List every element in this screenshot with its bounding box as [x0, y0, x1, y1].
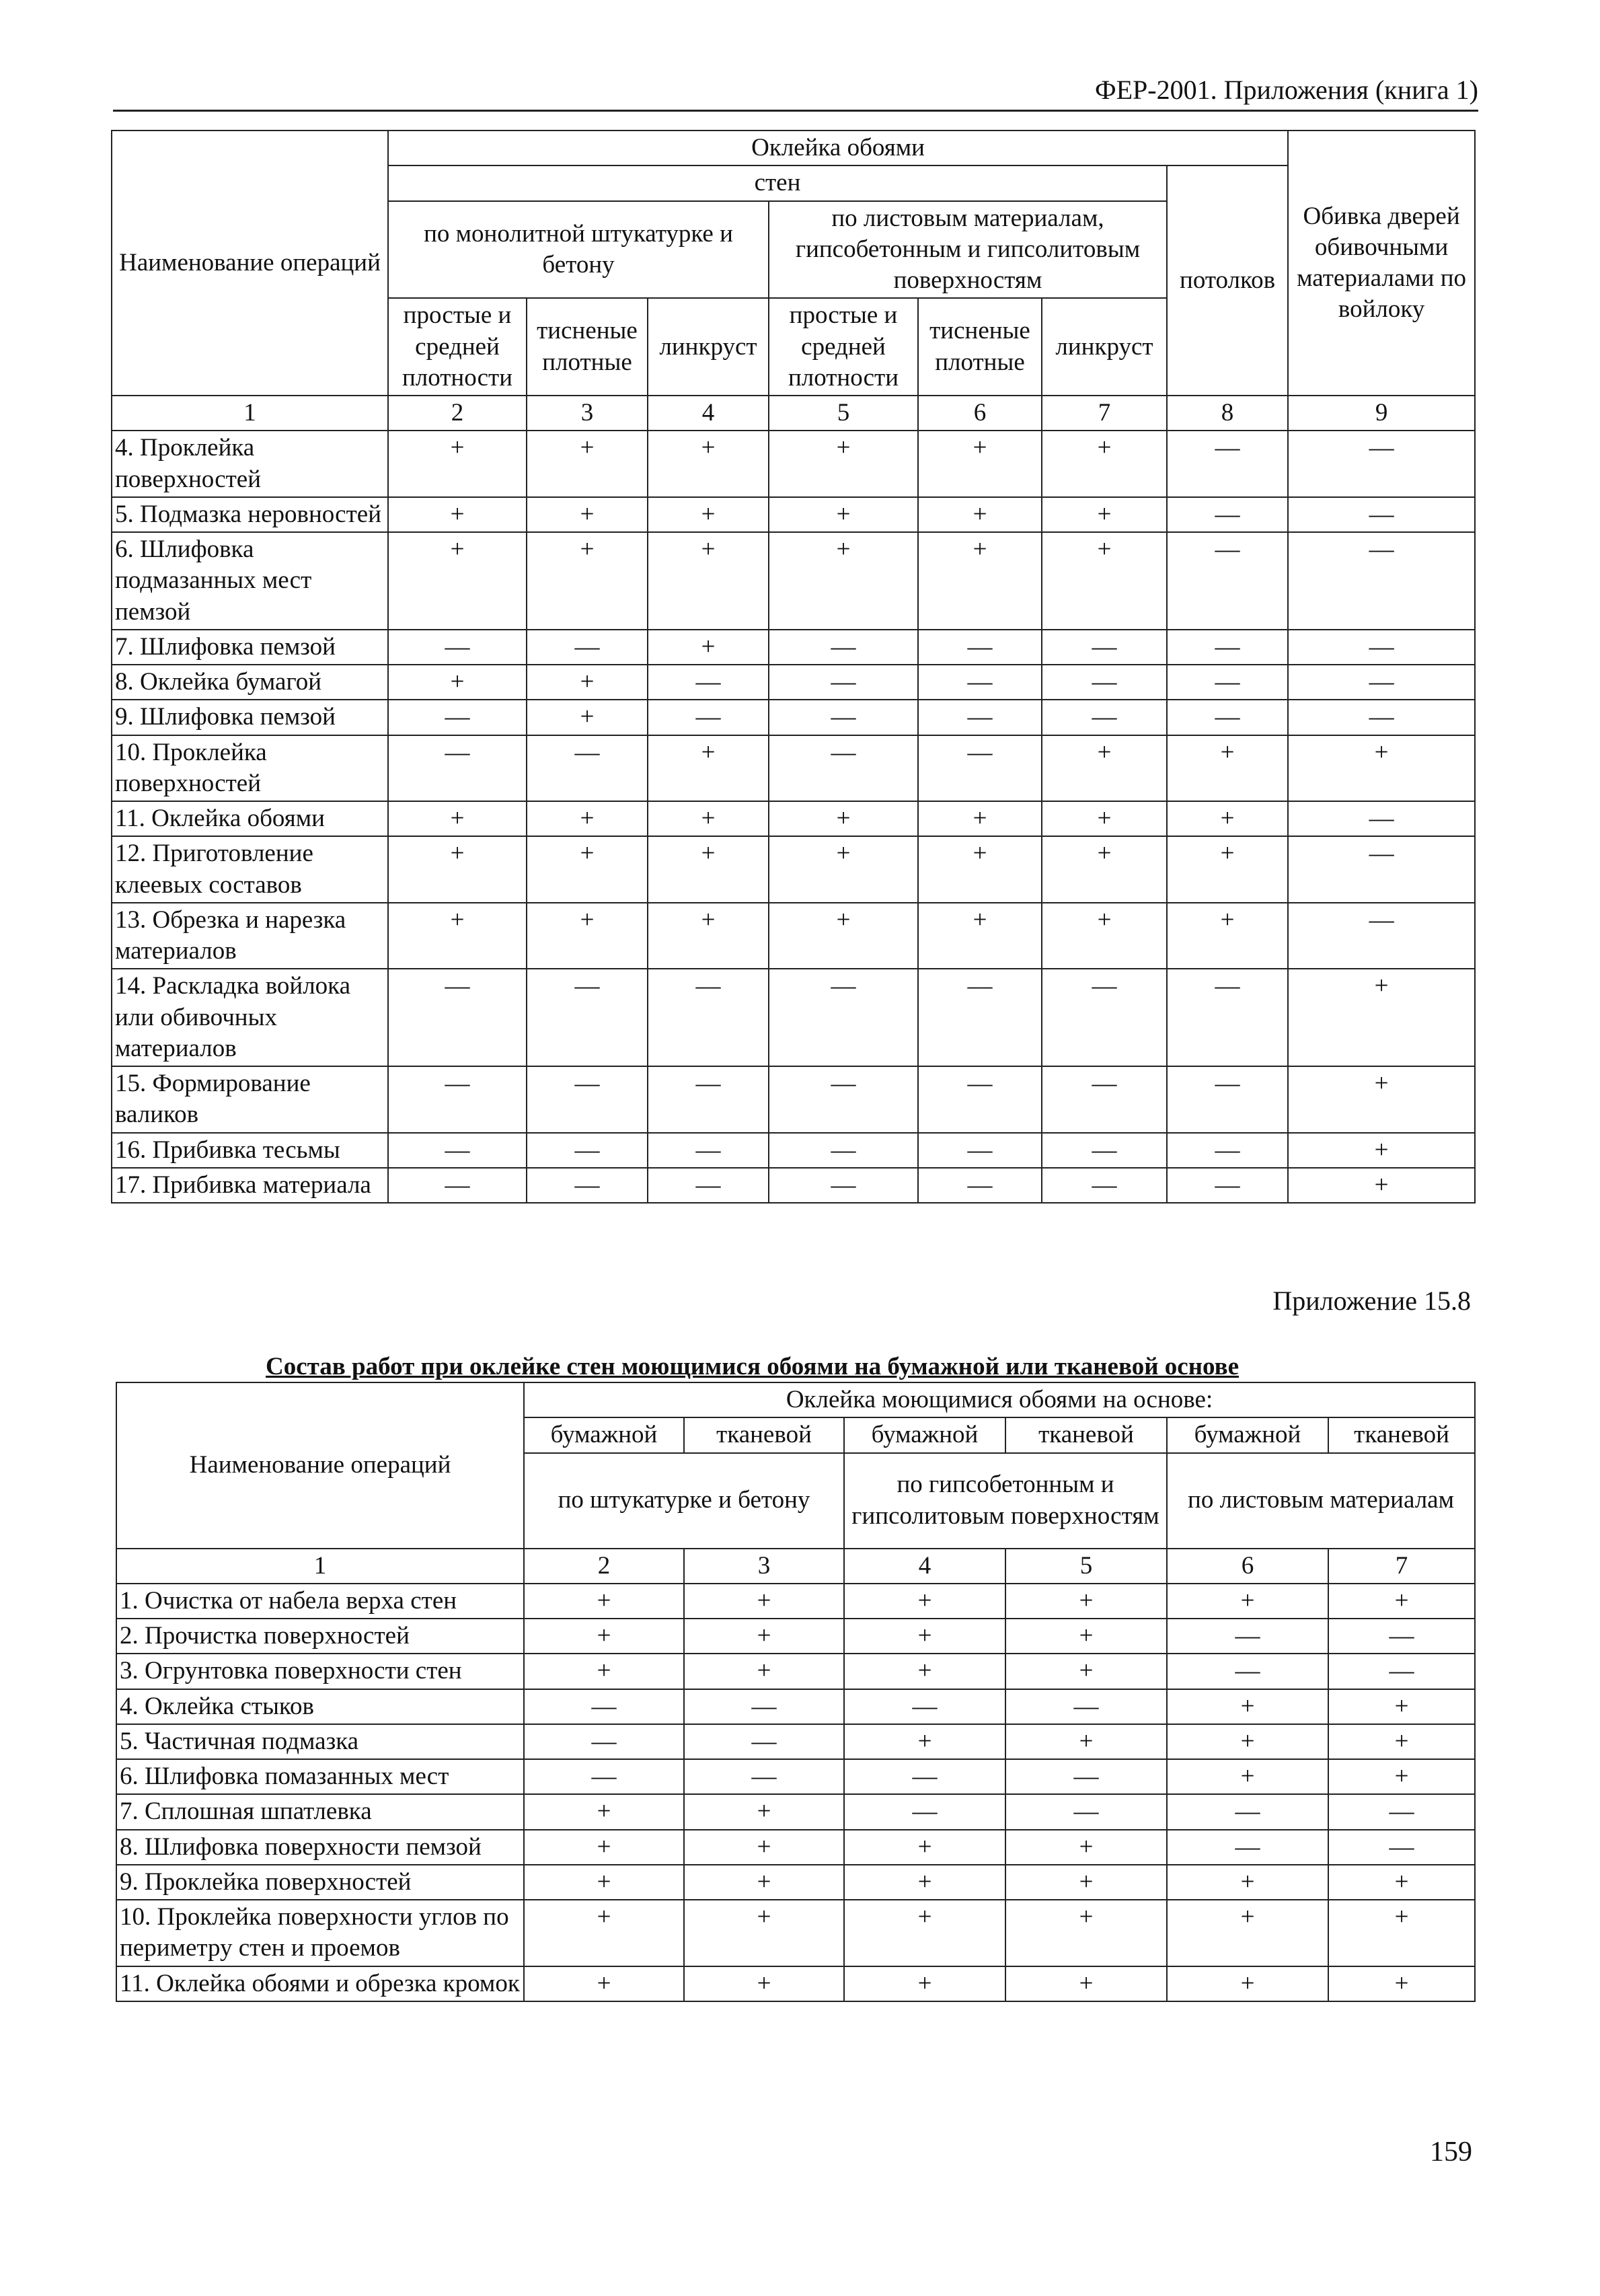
applicability-cell: — [918, 735, 1042, 802]
operations-table-2 [116, 1382, 1476, 2002]
t1-header-embossed-2: тисненые плотные [918, 298, 1042, 396]
operation-name: 17. Прибивка материала [112, 1168, 388, 1203]
applicability-cell: — [1328, 1619, 1475, 1654]
applicability-cell: — [1042, 665, 1167, 700]
applicability-cell: — [1288, 630, 1475, 665]
applicability-cell: — [1167, 532, 1288, 630]
appendix-label: Приложение 15.8 [1272, 1286, 1471, 1316]
applicability-cell: — [844, 1794, 1005, 1829]
applicability-cell: — [648, 969, 769, 1066]
applicability-cell: — [648, 1066, 769, 1133]
column-number-cell: 7 [1042, 396, 1167, 431]
applicability-cell: + [1167, 836, 1288, 903]
column-number-cell: 6 [918, 396, 1042, 431]
applicability-cell: + [1167, 903, 1288, 969]
table-row [116, 1794, 1475, 1829]
applicability-cell: — [918, 665, 1042, 700]
applicability-cell: + [388, 801, 527, 836]
applicability-cell: — [769, 735, 918, 802]
applicability-cell: — [388, 735, 527, 802]
applicability-cell: + [844, 1830, 1005, 1865]
applicability-cell: — [918, 700, 1042, 735]
applicability-cell: + [769, 497, 918, 532]
applicability-cell: — [527, 1066, 648, 1133]
applicability-cell: + [1042, 497, 1167, 532]
operation-name: 11. Оклейка обоями [112, 801, 388, 836]
applicability-cell: + [844, 1724, 1005, 1759]
applicability-cell: + [524, 1584, 684, 1619]
applicability-cell: — [918, 1168, 1042, 1203]
applicability-cell: — [1167, 1133, 1288, 1168]
applicability-cell: + [684, 1966, 844, 2001]
applicability-cell: + [918, 497, 1042, 532]
applicability-cell: + [1167, 1865, 1328, 1900]
operation-name: 10. Проклейка поверхности углов по периметру стен и проемов [116, 1900, 524, 1966]
column-number-row [116, 1549, 1475, 1584]
applicability-cell: + [524, 1619, 684, 1654]
operation-name: 13. Обрезка и нарезка материалов [112, 903, 388, 969]
applicability-cell: — [524, 1724, 684, 1759]
applicability-cell: — [1167, 497, 1288, 532]
applicability-cell: — [1328, 1654, 1475, 1689]
applicability-cell: + [1005, 1900, 1167, 1966]
table2-title: Состав работ при оклейке стен моющимися обоями на бумажной или тканевой основе [266, 1353, 1239, 1380]
applicability-cell: — [844, 1759, 1005, 1794]
table-row [112, 532, 1475, 630]
applicability-cell: — [648, 700, 769, 735]
applicability-cell: + [1288, 969, 1475, 1066]
table-row [112, 836, 1475, 903]
applicability-cell: + [388, 431, 527, 497]
applicability-cell: + [1328, 1584, 1475, 1619]
applicability-cell: — [1288, 665, 1475, 700]
applicability-cell: + [1005, 1865, 1167, 1900]
applicability-cell: + [1288, 1133, 1475, 1168]
table-row [112, 1168, 1475, 1203]
applicability-cell: + [1167, 1584, 1328, 1619]
applicability-cell: + [1005, 1654, 1167, 1689]
applicability-cell: + [648, 532, 769, 630]
applicability-cell: — [1005, 1794, 1167, 1829]
applicability-cell: — [1288, 836, 1475, 903]
operation-name: 3. Огрунтовка поверхности стен [116, 1654, 524, 1689]
table-row [112, 903, 1475, 969]
applicability-cell: + [684, 1584, 844, 1619]
operation-name: 15. Формирование валиков [112, 1066, 388, 1133]
applicability-cell: + [1328, 1900, 1475, 1966]
running-header [113, 74, 1478, 112]
operation-name: 9. Шлифовка пемзой [112, 700, 388, 735]
applicability-cell: — [918, 1133, 1042, 1168]
applicability-cell: + [918, 801, 1042, 836]
applicability-cell: — [1042, 700, 1167, 735]
table-row [116, 1900, 1475, 1966]
applicability-cell: + [1167, 1689, 1328, 1724]
applicability-cell: — [388, 1133, 527, 1168]
column-number-cell: 7 [1328, 1549, 1475, 1584]
t1-header-monolithic: по монолитной штукатурке и бетону [388, 201, 769, 299]
applicability-cell: — [1167, 630, 1288, 665]
applicability-cell: + [1167, 801, 1288, 836]
applicability-cell: — [1288, 532, 1475, 630]
t2-header-fabric-3: тканевой [1328, 1417, 1475, 1452]
applicability-cell: + [918, 903, 1042, 969]
applicability-cell: — [388, 1168, 527, 1203]
operation-name: 6. Шлифовка подмазанных мест пемзой [112, 532, 388, 630]
table2-header [116, 1382, 1475, 1549]
table-row [116, 1724, 1475, 1759]
applicability-cell: + [918, 532, 1042, 630]
applicability-cell: — [1005, 1689, 1167, 1724]
applicability-cell: + [527, 801, 648, 836]
applicability-cell: + [648, 801, 769, 836]
table-row [116, 1619, 1475, 1654]
running-title: ФЕР-2001. Приложения (книга 1) [1095, 75, 1478, 105]
table-row [112, 1066, 1475, 1133]
t1-header-embossed-1: тисненые плотные [527, 298, 648, 396]
t2-header-name: Наименование операций [116, 1382, 524, 1549]
applicability-cell: + [844, 1900, 1005, 1966]
applicability-cell: + [769, 801, 918, 836]
applicability-cell: + [1042, 801, 1167, 836]
applicability-cell: — [1328, 1830, 1475, 1865]
applicability-cell: + [1288, 1168, 1475, 1203]
applicability-cell: — [648, 1133, 769, 1168]
applicability-cell: + [527, 431, 648, 497]
applicability-cell: + [1005, 1619, 1167, 1654]
applicability-cell: — [1005, 1759, 1167, 1794]
table-row [112, 801, 1475, 836]
applicability-cell: — [388, 1066, 527, 1133]
table2-column-numbers [116, 1549, 1475, 1584]
applicability-cell: + [1167, 1900, 1328, 1966]
t1-header-lincrusta-1: линкруст [648, 298, 769, 396]
operation-name: 5. Частичная подмазка [116, 1724, 524, 1759]
applicability-cell: + [769, 431, 918, 497]
applicability-cell: + [1288, 735, 1475, 802]
applicability-cell: — [1042, 1168, 1167, 1203]
applicability-cell: + [684, 1830, 844, 1865]
applicability-cell: + [918, 431, 1042, 497]
operation-name: 14. Раскладка войлока или обивочных материалов [112, 969, 388, 1066]
applicability-cell: + [684, 1654, 844, 1689]
applicability-cell: — [1167, 969, 1288, 1066]
applicability-cell: — [527, 735, 648, 802]
applicability-cell: + [1005, 1724, 1167, 1759]
t2-header-gypsum: по гипсобетонным и гипсолитовым поверхностям [844, 1453, 1167, 1549]
operation-name: 7. Шлифовка пемзой [112, 630, 388, 665]
applicability-cell: — [648, 1168, 769, 1203]
applicability-cell: + [1042, 431, 1167, 497]
table-row [112, 700, 1475, 735]
operation-name: 8. Шлифовка поверхности пемзой [116, 1830, 524, 1865]
table-row [116, 1759, 1475, 1794]
t2-header-wallpapering: Оклейка моющимися обоями на основе: [524, 1382, 1475, 1417]
applicability-cell: + [1042, 532, 1167, 630]
column-number-cell: 2 [524, 1549, 684, 1584]
applicability-cell: — [1167, 1066, 1288, 1133]
applicability-cell: + [648, 735, 769, 802]
applicability-cell: + [648, 903, 769, 969]
column-number-cell: 1 [116, 1549, 524, 1584]
table-row [116, 1689, 1475, 1724]
column-number-row [112, 396, 1475, 431]
applicability-cell: + [388, 532, 527, 630]
applicability-cell: + [1167, 735, 1288, 802]
applicability-cell: + [648, 836, 769, 903]
table-row [116, 1654, 1475, 1689]
applicability-cell: — [527, 1133, 648, 1168]
applicability-cell: + [1328, 1865, 1475, 1900]
applicability-cell: + [1005, 1966, 1167, 2001]
applicability-cell: — [769, 1133, 918, 1168]
t2-header-paper-2: бумажной [844, 1417, 1005, 1452]
applicability-cell: + [524, 1794, 684, 1829]
applicability-cell: — [918, 969, 1042, 1066]
t2-header-fabric-2: тканевой [1005, 1417, 1167, 1452]
applicability-cell: + [1042, 735, 1167, 802]
applicability-cell: — [684, 1689, 844, 1724]
table-row [116, 1966, 1475, 2001]
operation-name: 7. Сплошная шпатлевка [116, 1794, 524, 1829]
t1-header-sheet: по листовым материалам, гипсобетонным и гипсолитовым поверхностям [769, 201, 1167, 299]
applicability-cell: + [524, 1865, 684, 1900]
operation-name: 12. Приготовление клеевых составов [112, 836, 388, 903]
applicability-cell: — [918, 630, 1042, 665]
operation-name: 5. Подмазка неровностей [112, 497, 388, 532]
applicability-cell: — [1167, 1794, 1328, 1829]
table1-header [112, 131, 1475, 396]
t1-header-simple-2: простые и средней плотности [769, 298, 918, 396]
applicability-cell: + [684, 1865, 844, 1900]
applicability-cell: — [1042, 969, 1167, 1066]
table-row [112, 735, 1475, 802]
applicability-cell: + [684, 1794, 844, 1829]
t2-header-paper-3: бумажной [1167, 1417, 1328, 1452]
applicability-cell: — [769, 700, 918, 735]
applicability-cell: + [648, 497, 769, 532]
column-number-cell: 6 [1167, 1549, 1328, 1584]
applicability-cell: — [1167, 1830, 1328, 1865]
applicability-cell: + [918, 836, 1042, 903]
applicability-cell: — [1167, 1654, 1328, 1689]
applicability-cell: + [527, 497, 648, 532]
applicability-cell: — [648, 665, 769, 700]
applicability-cell: — [388, 700, 527, 735]
applicability-cell: + [844, 1865, 1005, 1900]
column-number-cell: 3 [684, 1549, 844, 1584]
t2-header-paper-1: бумажной [524, 1417, 684, 1452]
applicability-cell: — [1042, 1066, 1167, 1133]
applicability-cell: — [1042, 1133, 1167, 1168]
applicability-cell: + [1042, 836, 1167, 903]
applicability-cell: — [918, 1066, 1042, 1133]
applicability-cell: — [769, 665, 918, 700]
t2-header-sheet: по листовым материалам [1167, 1453, 1475, 1549]
applicability-cell: + [524, 1830, 684, 1865]
applicability-cell: — [1288, 903, 1475, 969]
applicability-cell: + [388, 497, 527, 532]
applicability-cell: + [1288, 1066, 1475, 1133]
operation-name: 2. Прочистка поверхностей [116, 1619, 524, 1654]
applicability-cell: + [1167, 1724, 1328, 1759]
column-number-cell: 1 [112, 396, 388, 431]
t1-header-walls: стен [388, 165, 1167, 200]
applicability-cell: + [388, 665, 527, 700]
applicability-cell: + [1005, 1584, 1167, 1619]
applicability-cell: + [524, 1900, 684, 1966]
column-number-cell: 8 [1167, 396, 1288, 431]
t1-header-lincrusta-2: линкруст [1042, 298, 1167, 396]
applicability-cell: + [684, 1619, 844, 1654]
t1-header-doors: Обивка дверей обивочными материалами по войлоку [1288, 131, 1475, 396]
applicability-cell: — [1167, 700, 1288, 735]
table2-body [116, 1584, 1475, 2001]
operation-name: 8. Оклейка бумагой [112, 665, 388, 700]
applicability-cell: — [769, 630, 918, 665]
applicability-cell: — [388, 969, 527, 1066]
applicability-cell: + [1167, 1759, 1328, 1794]
table-row [112, 1133, 1475, 1168]
applicability-cell: — [524, 1689, 684, 1724]
applicability-cell: — [684, 1759, 844, 1794]
applicability-cell: + [527, 665, 648, 700]
applicability-cell: + [684, 1900, 844, 1966]
column-number-cell: 4 [648, 396, 769, 431]
applicability-cell: + [1042, 903, 1167, 969]
applicability-cell: + [527, 700, 648, 735]
applicability-cell: + [844, 1966, 1005, 2001]
operation-name: 16. Прибивка тесьмы [112, 1133, 388, 1168]
applicability-cell: — [1288, 497, 1475, 532]
operations-table-1 [111, 130, 1476, 1203]
applicability-cell: — [388, 630, 527, 665]
applicability-cell: — [769, 969, 918, 1066]
applicability-cell: — [844, 1689, 1005, 1724]
column-number-cell: 3 [527, 396, 648, 431]
applicability-cell: + [524, 1654, 684, 1689]
table1-body [112, 431, 1475, 1203]
operation-name: 10. Проклейка поверхностей [112, 735, 388, 802]
applicability-cell: — [1167, 1168, 1288, 1203]
applicability-cell: + [1328, 1966, 1475, 2001]
table-row [112, 969, 1475, 1066]
t2-header-fabric-1: тканевой [684, 1417, 844, 1452]
operation-name: 6. Шлифовка помазанных мест [116, 1759, 524, 1794]
applicability-cell: — [1288, 431, 1475, 497]
t1-header-simple-1: простые и средней плотности [388, 298, 527, 396]
applicability-cell: + [527, 532, 648, 630]
t1-header-ceilings: потолков [1167, 165, 1288, 396]
table1-column-numbers [112, 396, 1475, 431]
applicability-cell: + [527, 836, 648, 903]
t2-header-plaster: по штукатурке и бетону [524, 1453, 844, 1549]
applicability-cell: — [769, 1066, 918, 1133]
applicability-cell: — [1288, 700, 1475, 735]
applicability-cell: + [1328, 1689, 1475, 1724]
applicability-cell: — [527, 630, 648, 665]
applicability-cell: + [769, 903, 918, 969]
applicability-cell: + [1328, 1724, 1475, 1759]
applicability-cell: — [1288, 801, 1475, 836]
applicability-cell: — [527, 1168, 648, 1203]
table-row [116, 1865, 1475, 1900]
table-row [112, 665, 1475, 700]
applicability-cell: + [769, 836, 918, 903]
applicability-cell: + [1005, 1830, 1167, 1865]
applicability-cell: + [527, 903, 648, 969]
applicability-cell: + [648, 431, 769, 497]
column-number-cell: 2 [388, 396, 527, 431]
applicability-cell: + [844, 1619, 1005, 1654]
applicability-cell: + [388, 903, 527, 969]
applicability-cell: — [524, 1759, 684, 1794]
column-number-cell: 5 [769, 396, 918, 431]
operation-name: 11. Оклейка обоями и обрезка кромок [116, 1966, 524, 2001]
t1-header-wallpapering: Оклейка обоями [388, 131, 1288, 165]
applicability-cell: — [1328, 1794, 1475, 1829]
applicability-cell: + [844, 1584, 1005, 1619]
table-row [112, 431, 1475, 497]
applicability-cell: + [1328, 1759, 1475, 1794]
applicability-cell: + [1167, 1966, 1328, 2001]
operation-name: 4. Оклейка стыков [116, 1689, 524, 1724]
operation-name: 4. Проклейка поверхностей [112, 431, 388, 497]
table-row [112, 630, 1475, 665]
applicability-cell: + [769, 532, 918, 630]
applicability-cell: + [844, 1654, 1005, 1689]
applicability-cell: — [1167, 1619, 1328, 1654]
applicability-cell: — [1042, 630, 1167, 665]
applicability-cell: — [1167, 431, 1288, 497]
applicability-cell: — [684, 1724, 844, 1759]
operation-name: 9. Проклейка поверхностей [116, 1865, 524, 1900]
table-row [112, 497, 1475, 532]
column-number-cell: 9 [1288, 396, 1475, 431]
applicability-cell: + [524, 1966, 684, 2001]
applicability-cell: — [1167, 665, 1288, 700]
table-row [116, 1584, 1475, 1619]
column-number-cell: 5 [1005, 1549, 1167, 1584]
operation-name: 1. Очистка от набела верха стен [116, 1584, 524, 1619]
t1-header-name: Наименование операций [112, 131, 388, 396]
table-row [116, 1830, 1475, 1865]
applicability-cell: + [388, 836, 527, 903]
column-number-cell: 4 [844, 1549, 1005, 1584]
applicability-cell: — [769, 1168, 918, 1203]
page-number: 159 [1430, 2137, 1472, 2168]
applicability-cell: + [648, 630, 769, 665]
applicability-cell: — [527, 969, 648, 1066]
